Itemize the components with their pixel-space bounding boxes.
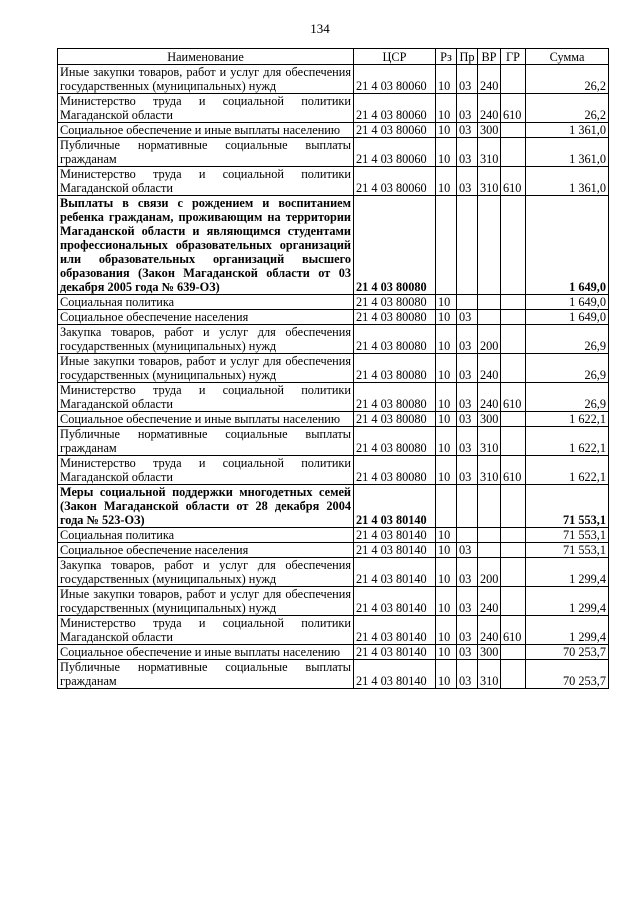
table-row — [58, 485, 609, 528]
cell-gr: 610 — [501, 94, 526, 123]
cell-rz: 10 — [436, 558, 457, 587]
cell-vr: 200 — [478, 558, 501, 587]
cell-sum: 1 361,0 — [526, 123, 609, 138]
cell-csr: 21 4 03 80080 — [354, 383, 436, 412]
cell-name: Социальная политика — [58, 295, 354, 310]
cell-rz: 10 — [436, 587, 457, 616]
cell-rz: 10 — [436, 138, 457, 167]
cell-rz: 10 — [436, 354, 457, 383]
cell-gr — [501, 196, 526, 295]
table-row — [58, 354, 609, 383]
cell-rz: 10 — [436, 123, 457, 138]
cell-vr: 300 — [478, 412, 501, 427]
cell-csr: 21 4 03 80080 — [354, 295, 436, 310]
cell-gr — [501, 587, 526, 616]
cell-rz: 10 — [436, 456, 457, 485]
cell-vr — [478, 310, 501, 325]
header-sum: Сумма — [526, 49, 609, 65]
header-name: Наименование — [58, 49, 354, 65]
cell-gr — [501, 123, 526, 138]
cell-csr: 21 4 03 80140 — [354, 587, 436, 616]
cell-sum: 26,9 — [526, 325, 609, 354]
cell-rz: 10 — [436, 645, 457, 660]
cell-csr: 21 4 03 80140 — [354, 485, 436, 528]
cell-gr — [501, 310, 526, 325]
cell-vr — [478, 543, 501, 558]
cell-gr: 610 — [501, 167, 526, 196]
cell-rz: 10 — [436, 167, 457, 196]
cell-gr — [501, 485, 526, 528]
cell-name: Иные закупки товаров, работ и услуг для обеспечения государственных (муниципальных) нужд — [58, 354, 354, 383]
cell-sum: 71 553,1 — [526, 485, 609, 528]
cell-pr: 03 — [457, 456, 478, 485]
header-rz: Рз — [436, 49, 457, 65]
cell-pr — [457, 528, 478, 543]
cell-csr: 21 4 03 80140 — [354, 558, 436, 587]
cell-rz: 10 — [436, 295, 457, 310]
cell-csr: 21 4 03 80140 — [354, 616, 436, 645]
cell-gr — [501, 295, 526, 310]
cell-sum: 1 622,1 — [526, 412, 609, 427]
cell-name: Закупка товаров, работ и услуг для обеспечения государственных (муниципальных) нужд — [58, 325, 354, 354]
table-row — [58, 65, 609, 94]
cell-name: Министерство труда и социальной политики Магаданской области — [58, 167, 354, 196]
cell-rz: 10 — [436, 543, 457, 558]
cell-vr: 310 — [478, 138, 501, 167]
cell-pr: 03 — [457, 65, 478, 94]
cell-gr — [501, 65, 526, 94]
cell-name: Министерство труда и социальной политики Магаданской области — [58, 383, 354, 412]
cell-name: Иные закупки товаров, работ и услуг для обеспечения государственных (муниципальных) нужд — [58, 65, 354, 94]
table-row — [58, 616, 609, 645]
cell-vr: 310 — [478, 427, 501, 456]
cell-rz: 10 — [436, 616, 457, 645]
cell-csr: 21 4 03 80060 — [354, 167, 436, 196]
table-row — [58, 528, 609, 543]
cell-name: Социальное обеспечение и иные выплаты населению — [58, 412, 354, 427]
cell-name: Публичные нормативные социальные выплаты гражданам — [58, 427, 354, 456]
cell-gr — [501, 645, 526, 660]
cell-sum: 70 253,7 — [526, 660, 609, 689]
cell-vr: 240 — [478, 616, 501, 645]
cell-gr — [501, 543, 526, 558]
table-row — [58, 645, 609, 660]
cell-sum: 71 553,1 — [526, 543, 609, 558]
cell-pr: 03 — [457, 616, 478, 645]
cell-vr: 200 — [478, 325, 501, 354]
cell-sum: 1 649,0 — [526, 295, 609, 310]
cell-name: Министерство труда и социальной политики Магаданской области — [58, 616, 354, 645]
cell-sum: 1 299,4 — [526, 587, 609, 616]
cell-csr: 21 4 03 80080 — [354, 456, 436, 485]
cell-pr: 03 — [457, 543, 478, 558]
cell-name: Выплаты в связи с рождением и воспитанием ребенка гражданам, проживающим на территории Магаданской области и являющимся студентами профессиональных образовательных организаций или образовательных организаций высшего образования (Закон Магаданской области от 03 декабря 2005 года № 639-ОЗ) — [58, 196, 354, 295]
table-row — [58, 196, 609, 295]
cell-csr: 21 4 03 80060 — [354, 138, 436, 167]
cell-rz: 10 — [436, 427, 457, 456]
cell-vr: 240 — [478, 354, 501, 383]
cell-pr: 03 — [457, 558, 478, 587]
cell-csr: 21 4 03 80080 — [354, 325, 436, 354]
cell-csr: 21 4 03 80140 — [354, 528, 436, 543]
cell-name: Публичные нормативные социальные выплаты гражданам — [58, 660, 354, 689]
cell-vr: 310 — [478, 660, 501, 689]
cell-csr: 21 4 03 80080 — [354, 196, 436, 295]
cell-pr: 03 — [457, 310, 478, 325]
cell-vr: 240 — [478, 383, 501, 412]
cell-rz: 10 — [436, 412, 457, 427]
cell-gr — [501, 558, 526, 587]
cell-gr — [501, 427, 526, 456]
cell-pr: 03 — [457, 138, 478, 167]
table-row — [58, 412, 609, 427]
cell-pr: 03 — [457, 354, 478, 383]
cell-vr — [478, 196, 501, 295]
cell-sum: 1 649,0 — [526, 196, 609, 295]
table-row — [58, 123, 609, 138]
cell-sum: 26,2 — [526, 94, 609, 123]
cell-pr: 03 — [457, 167, 478, 196]
table-row — [58, 587, 609, 616]
cell-name: Социальное обеспечение и иные выплаты населению — [58, 123, 354, 138]
cell-name: Публичные нормативные социальные выплаты гражданам — [58, 138, 354, 167]
cell-csr: 21 4 03 80060 — [354, 65, 436, 94]
cell-csr: 21 4 03 80080 — [354, 310, 436, 325]
cell-gr: 610 — [501, 383, 526, 412]
cell-vr — [478, 485, 501, 528]
cell-sum: 26,9 — [526, 354, 609, 383]
table-body — [58, 65, 609, 689]
cell-gr: 610 — [501, 456, 526, 485]
table-row — [58, 558, 609, 587]
cell-pr: 03 — [457, 645, 478, 660]
cell-gr — [501, 528, 526, 543]
cell-rz: 10 — [436, 660, 457, 689]
table-row — [58, 138, 609, 167]
cell-name: Иные закупки товаров, работ и услуг для обеспечения государственных (муниципальных) нужд — [58, 587, 354, 616]
cell-pr: 03 — [457, 383, 478, 412]
cell-vr: 300 — [478, 123, 501, 138]
cell-rz — [436, 196, 457, 295]
cell-sum: 1 649,0 — [526, 310, 609, 325]
table-row — [58, 383, 609, 412]
cell-vr: 240 — [478, 587, 501, 616]
table-row — [58, 660, 609, 689]
table-row — [58, 456, 609, 485]
cell-pr: 03 — [457, 427, 478, 456]
cell-sum: 1 622,1 — [526, 456, 609, 485]
cell-gr — [501, 325, 526, 354]
cell-name: Социальное обеспечение населения — [58, 543, 354, 558]
budget-table — [57, 48, 609, 689]
cell-pr — [457, 196, 478, 295]
cell-csr: 21 4 03 80060 — [354, 123, 436, 138]
cell-pr: 03 — [457, 412, 478, 427]
cell-csr: 21 4 03 80080 — [354, 427, 436, 456]
table-row — [58, 325, 609, 354]
header-vr: ВР — [478, 49, 501, 65]
cell-vr: 240 — [478, 94, 501, 123]
table-row — [58, 94, 609, 123]
cell-sum: 1 361,0 — [526, 167, 609, 196]
table-row — [58, 310, 609, 325]
cell-pr: 03 — [457, 94, 478, 123]
cell-vr: 300 — [478, 645, 501, 660]
table-row — [58, 543, 609, 558]
cell-name: Социальное обеспечение и иные выплаты населению — [58, 645, 354, 660]
cell-sum: 1 299,4 — [526, 558, 609, 587]
cell-gr — [501, 354, 526, 383]
cell-rz: 10 — [436, 94, 457, 123]
cell-rz: 10 — [436, 65, 457, 94]
cell-rz: 10 — [436, 528, 457, 543]
cell-rz: 10 — [436, 325, 457, 354]
table-row — [58, 295, 609, 310]
table-row — [58, 167, 609, 196]
cell-rz — [436, 485, 457, 528]
header-csr: ЦСР — [354, 49, 436, 65]
cell-vr: 240 — [478, 65, 501, 94]
cell-vr — [478, 528, 501, 543]
cell-gr: 610 — [501, 616, 526, 645]
cell-gr — [501, 138, 526, 167]
cell-pr: 03 — [457, 587, 478, 616]
header-pr: Пр — [457, 49, 478, 65]
cell-csr: 21 4 03 80060 — [354, 94, 436, 123]
cell-csr: 21 4 03 80140 — [354, 543, 436, 558]
cell-rz: 10 — [436, 383, 457, 412]
cell-sum: 1 299,4 — [526, 616, 609, 645]
cell-vr: 310 — [478, 456, 501, 485]
table-header-row — [58, 49, 609, 65]
cell-rz: 10 — [436, 310, 457, 325]
cell-sum: 71 553,1 — [526, 528, 609, 543]
cell-gr — [501, 660, 526, 689]
cell-gr — [501, 412, 526, 427]
cell-name: Социальная политика — [58, 528, 354, 543]
cell-vr — [478, 295, 501, 310]
table-row — [58, 427, 609, 456]
cell-sum: 70 253,7 — [526, 645, 609, 660]
cell-csr: 21 4 03 80140 — [354, 645, 436, 660]
cell-sum: 26,9 — [526, 383, 609, 412]
cell-sum: 1 361,0 — [526, 138, 609, 167]
cell-name: Меры социальной поддержки многодетных семей (Закон Магаданской области от 28 декабря 2004 года № 523-ОЗ) — [58, 485, 354, 528]
cell-pr — [457, 295, 478, 310]
cell-pr: 03 — [457, 123, 478, 138]
cell-csr: 21 4 03 80140 — [354, 660, 436, 689]
cell-csr: 21 4 03 80080 — [354, 412, 436, 427]
cell-vr: 310 — [478, 167, 501, 196]
cell-pr: 03 — [457, 325, 478, 354]
header-gr: ГР — [501, 49, 526, 65]
cell-csr: 21 4 03 80080 — [354, 354, 436, 383]
cell-pr — [457, 485, 478, 528]
cell-sum: 26,2 — [526, 65, 609, 94]
cell-name: Министерство труда и социальной политики Магаданской области — [58, 456, 354, 485]
cell-name: Закупка товаров, работ и услуг для обеспечения государственных (муниципальных) нужд — [58, 558, 354, 587]
cell-name: Социальное обеспечение населения — [58, 310, 354, 325]
cell-pr: 03 — [457, 660, 478, 689]
page-number: 134 — [310, 21, 330, 36]
cell-sum: 1 622,1 — [526, 427, 609, 456]
cell-name: Министерство труда и социальной политики Магаданской области — [58, 94, 354, 123]
